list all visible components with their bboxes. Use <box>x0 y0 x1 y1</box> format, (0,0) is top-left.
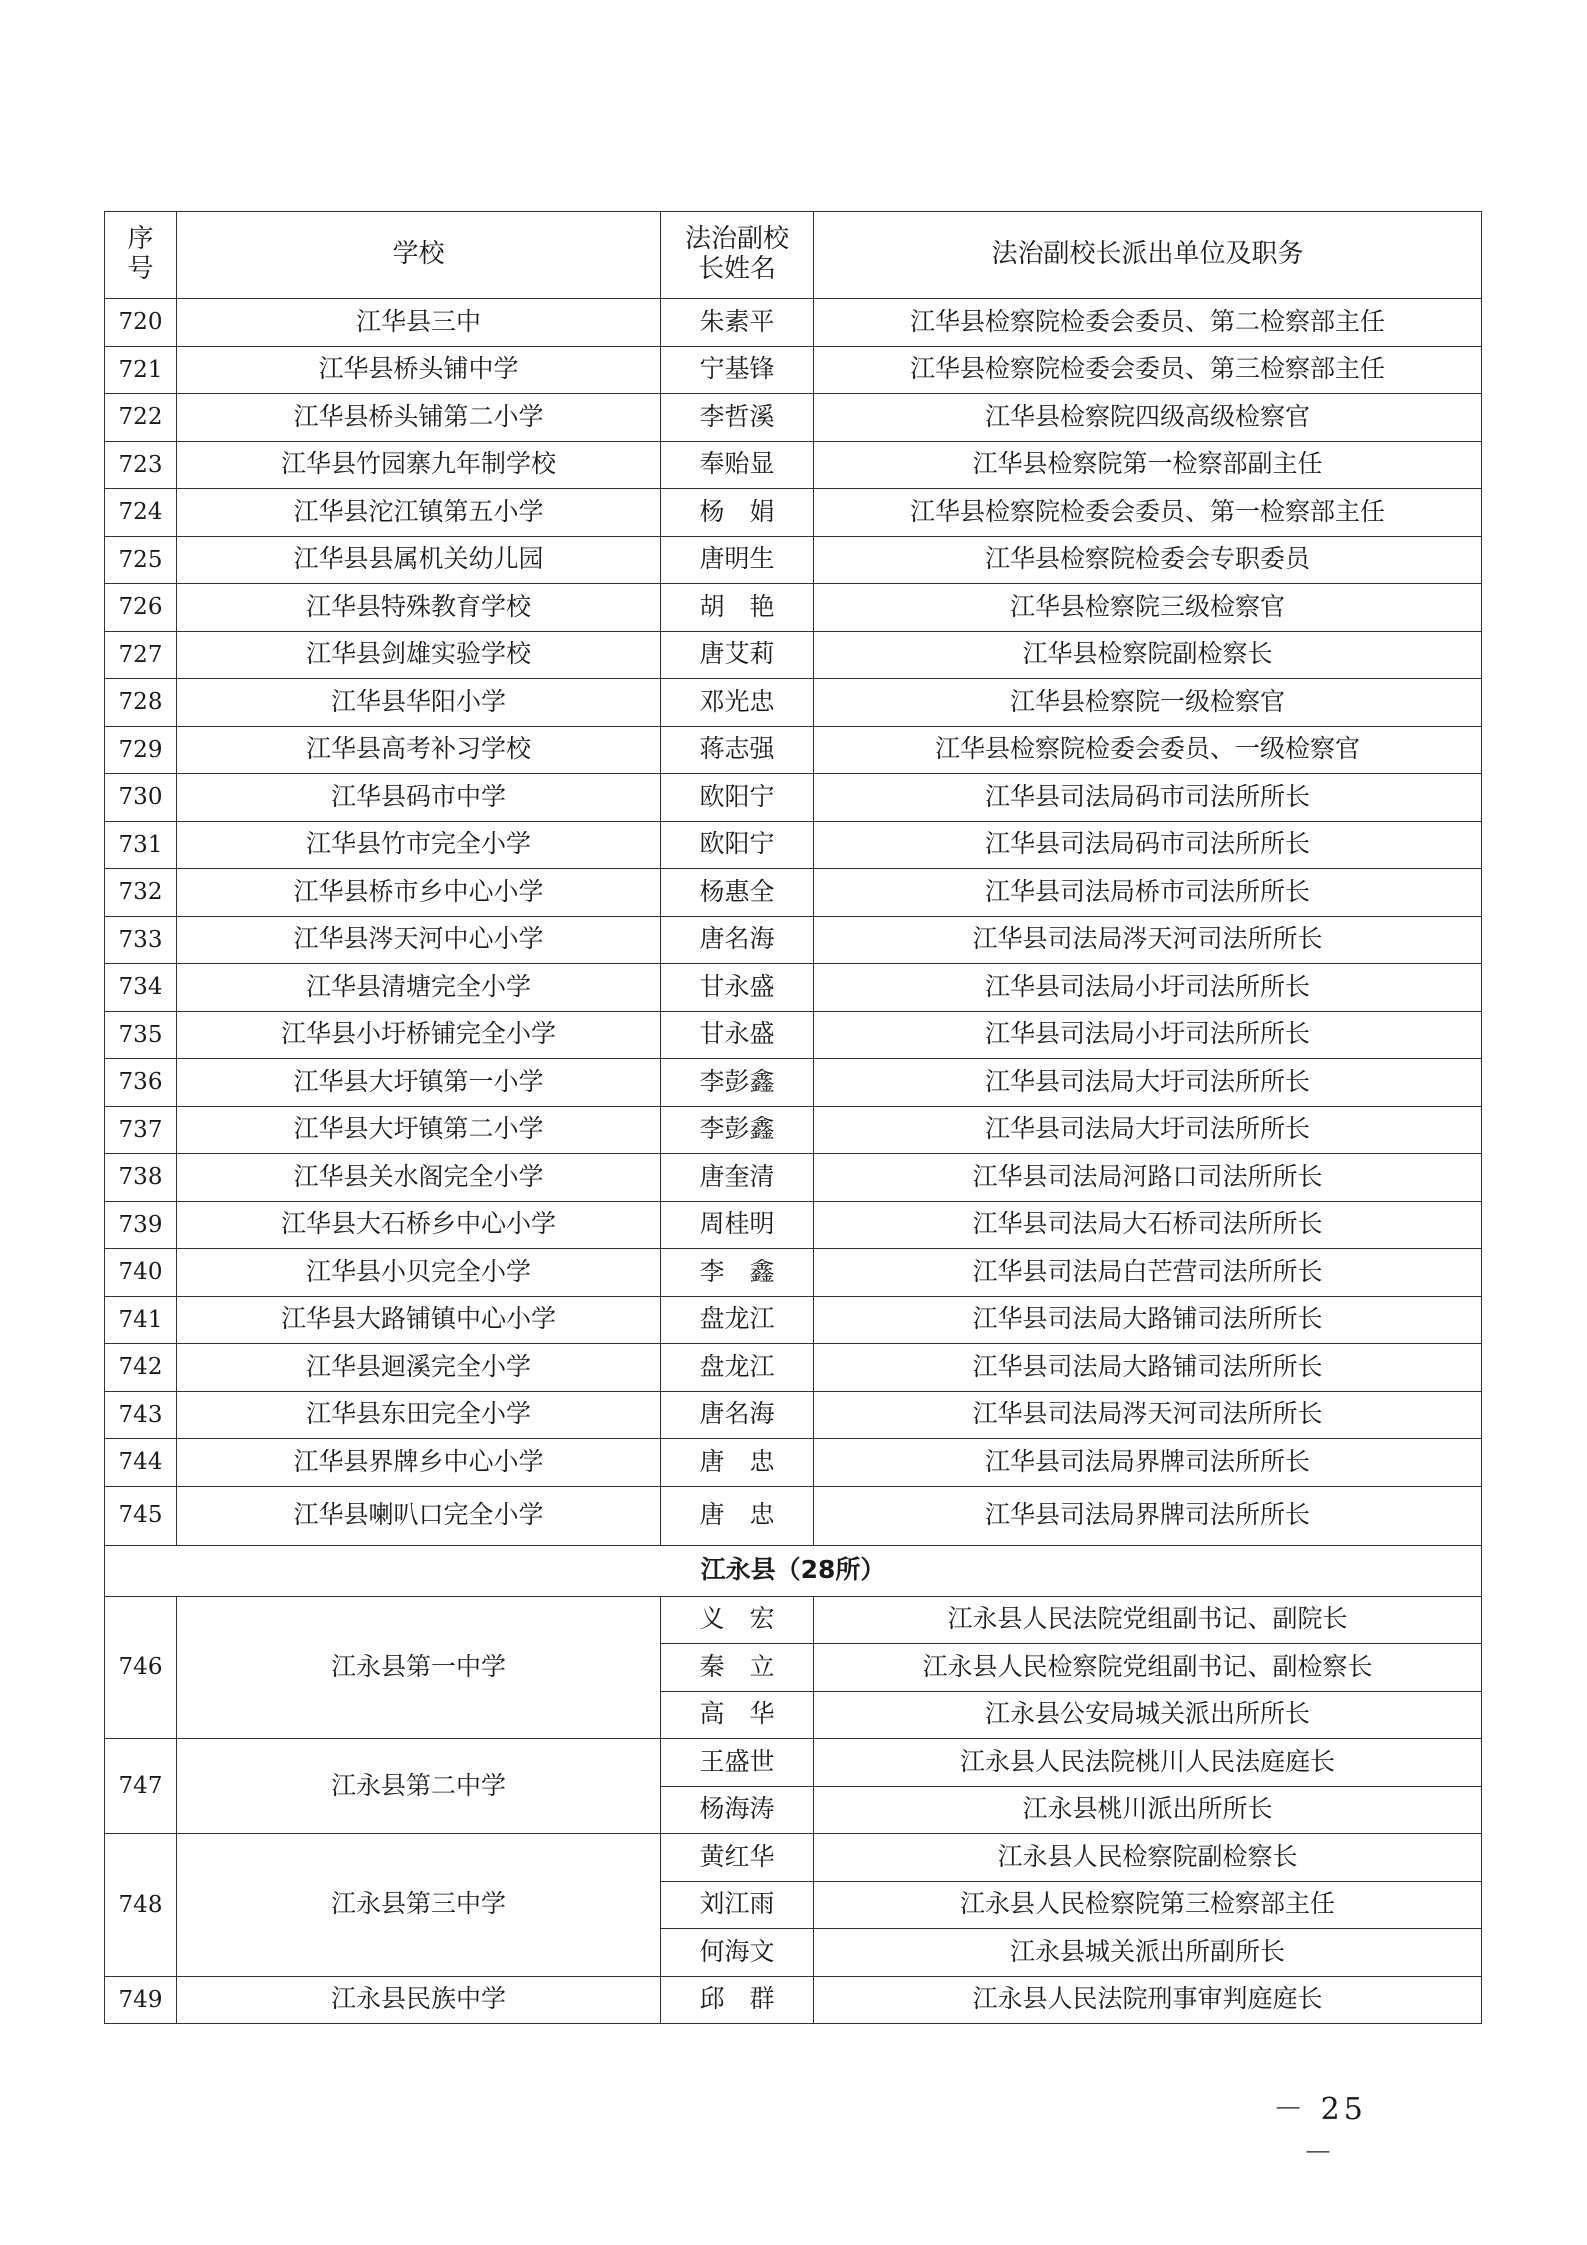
name-cell: 朱素平 <box>661 299 814 347</box>
unit-position-cell: 江华县司法局白芒营司法所所长 <box>814 1249 1482 1297</box>
unit-position-cell: 江华县司法局大路铺司法所所长 <box>814 1296 1482 1344</box>
school-cell: 江华县界牌乡中心小学 <box>177 1439 661 1487</box>
seq-cell: 742 <box>105 1344 177 1392</box>
name-cell: 唐 忠 <box>661 1486 814 1545</box>
seq-cell: 747 <box>105 1739 177 1834</box>
table-row <box>105 726 1482 774</box>
unit-position-cell: 江华县司法局码市司法所所长 <box>814 774 1482 822</box>
table-row <box>105 1249 1482 1297</box>
unit-position-cell: 江永县人民法院刑事审判庭庭长 <box>814 1976 1482 2024</box>
school-cell: 江华县大圩镇第一小学 <box>177 1059 661 1107</box>
school-cell: 江华县大圩镇第二小学 <box>177 1106 661 1154</box>
section-title: 江永县（28所） <box>105 1545 1482 1596</box>
unit-position-cell: 江永县人民法院桃川人民法庭庭长 <box>814 1739 1482 1787</box>
seq-cell: 734 <box>105 964 177 1012</box>
header-seq: 序 号 <box>105 212 177 299</box>
name-cell: 甘永盛 <box>661 1011 814 1059</box>
school-cell: 江华县三中 <box>177 299 661 347</box>
unit-position-cell: 江华县司法局桥市司法所所长 <box>814 869 1482 917</box>
table-row <box>105 1201 1482 1249</box>
table-row <box>105 394 1482 442</box>
table-row <box>105 916 1482 964</box>
page-number: － 25 － <box>1273 2092 1367 2171</box>
seq-cell: 725 <box>105 536 177 584</box>
school-cell: 江华县竹园寨九年制学校 <box>177 441 661 489</box>
seq-cell: 743 <box>105 1391 177 1439</box>
unit-position-cell: 江华县检察院检委会委员、一级检察官 <box>814 726 1482 774</box>
school-cell: 江华县桥市乡中心小学 <box>177 869 661 917</box>
unit-position-cell: 江华县司法局小圩司法所所长 <box>814 964 1482 1012</box>
unit-position-cell: 江华县检察院三级检察官 <box>814 584 1482 632</box>
table-row <box>105 631 1482 679</box>
seq-cell: 740 <box>105 1249 177 1297</box>
table-row <box>105 1486 1482 1545</box>
name-cell: 杨惠全 <box>661 869 814 917</box>
seq-cell: 749 <box>105 1976 177 2024</box>
name-cell: 义 宏 <box>661 1596 814 1644</box>
table-row <box>105 821 1482 869</box>
name-cell: 李彭鑫 <box>661 1106 814 1154</box>
table-row <box>105 869 1482 917</box>
name-cell: 秦 立 <box>661 1644 814 1692</box>
seq-cell: 739 <box>105 1201 177 1249</box>
unit-position-cell: 江华县检察院副检察长 <box>814 631 1482 679</box>
appointment-table <box>104 211 1482 2024</box>
table-row <box>105 1059 1482 1107</box>
name-cell: 邱 群 <box>661 1976 814 2024</box>
name-cell: 唐 忠 <box>661 1439 814 1487</box>
unit-position-cell: 江永县人民检察院党组副书记、副检察长 <box>814 1644 1482 1692</box>
seq-cell: 720 <box>105 299 177 347</box>
unit-position-cell: 江华县检察院检委会专职委员 <box>814 536 1482 584</box>
table-row <box>105 1739 1482 1787</box>
seq-cell: 741 <box>105 1296 177 1344</box>
school-cell: 江华县清塘完全小学 <box>177 964 661 1012</box>
name-cell: 盘龙江 <box>661 1296 814 1344</box>
name-cell: 唐明生 <box>661 536 814 584</box>
table-row <box>105 1296 1482 1344</box>
table-row <box>105 441 1482 489</box>
table-row <box>105 1439 1482 1487</box>
name-cell: 胡 艳 <box>661 584 814 632</box>
table-row <box>105 299 1482 347</box>
unit-position-cell: 江华县司法局涔天河司法所所长 <box>814 1391 1482 1439</box>
table-row <box>105 679 1482 727</box>
unit-position-cell: 江华县司法局涔天河司法所所长 <box>814 916 1482 964</box>
seq-cell: 731 <box>105 821 177 869</box>
table-header-row <box>105 212 1482 299</box>
name-cell: 唐艾莉 <box>661 631 814 679</box>
unit-position-cell: 江华县司法局大圩司法所所长 <box>814 1059 1482 1107</box>
name-cell: 刘江雨 <box>661 1881 814 1929</box>
name-cell: 周桂明 <box>661 1201 814 1249</box>
unit-position-cell: 江永县城关派出所副所长 <box>814 1929 1482 1977</box>
unit-position-cell: 江华县检察院一级检察官 <box>814 679 1482 727</box>
seq-cell: 724 <box>105 489 177 537</box>
school-cell: 江华县大路铺镇中心小学 <box>177 1296 661 1344</box>
table-row <box>105 1154 1482 1202</box>
table-row <box>105 489 1482 537</box>
name-cell: 杨海涛 <box>661 1786 814 1834</box>
table-row <box>105 1106 1482 1154</box>
name-cell: 杨 娟 <box>661 489 814 537</box>
school-cell: 江华县涔天河中心小学 <box>177 916 661 964</box>
section-row <box>105 1545 1482 1596</box>
name-cell: 甘永盛 <box>661 964 814 1012</box>
name-cell: 唐名海 <box>661 1391 814 1439</box>
seq-cell: 728 <box>105 679 177 727</box>
unit-position-cell: 江华县司法局大路铺司法所所长 <box>814 1344 1482 1392</box>
school-cell: 江华县大石桥乡中心小学 <box>177 1201 661 1249</box>
name-cell: 黄红华 <box>661 1834 814 1882</box>
seq-cell: 727 <box>105 631 177 679</box>
unit-position-cell: 江永县人民法院党组副书记、副院长 <box>814 1596 1482 1644</box>
unit-position-cell: 江华县司法局界牌司法所所长 <box>814 1486 1482 1545</box>
name-cell: 李彭鑫 <box>661 1059 814 1107</box>
school-cell: 江永县第三中学 <box>177 1834 661 1977</box>
unit-position-cell: 江华县司法局小圩司法所所长 <box>814 1011 1482 1059</box>
table-row <box>105 1011 1482 1059</box>
seq-cell: 726 <box>105 584 177 632</box>
table-row <box>105 774 1482 822</box>
school-cell: 江华县剑雄实验学校 <box>177 631 661 679</box>
school-cell: 江永县民族中学 <box>177 1976 661 2024</box>
seq-cell: 748 <box>105 1834 177 1977</box>
school-cell: 江华县小贝完全小学 <box>177 1249 661 1297</box>
seq-cell: 737 <box>105 1106 177 1154</box>
school-cell: 江华县桥头铺中学 <box>177 346 661 394</box>
seq-cell: 730 <box>105 774 177 822</box>
unit-position-cell: 江华县检察院检委会委员、第一检察部主任 <box>814 489 1482 537</box>
unit-position-cell: 江华县司法局界牌司法所所长 <box>814 1439 1482 1487</box>
unit-position-cell: 江华县司法局大圩司法所所长 <box>814 1106 1482 1154</box>
unit-position-cell: 江永县人民检察院副检察长 <box>814 1834 1482 1882</box>
unit-position-cell: 江华县司法局河路口司法所所长 <box>814 1154 1482 1202</box>
unit-position-cell: 江华县检察院第一检察部副主任 <box>814 441 1482 489</box>
school-cell: 江华县喇叭口完全小学 <box>177 1486 661 1545</box>
unit-position-cell: 江永县人民检察院第三检察部主任 <box>814 1881 1482 1929</box>
school-cell: 江华县竹市完全小学 <box>177 821 661 869</box>
name-cell: 高 华 <box>661 1691 814 1739</box>
seq-cell: 738 <box>105 1154 177 1202</box>
school-cell: 江华县小圩桥铺完全小学 <box>177 1011 661 1059</box>
school-cell: 江华县码市中学 <box>177 774 661 822</box>
unit-position-cell: 江华县司法局码市司法所所长 <box>814 821 1482 869</box>
seq-cell: 722 <box>105 394 177 442</box>
table-row <box>105 964 1482 1012</box>
seq-cell: 721 <box>105 346 177 394</box>
name-cell: 奉贻显 <box>661 441 814 489</box>
name-cell: 欧阳宁 <box>661 774 814 822</box>
name-cell: 蒋志强 <box>661 726 814 774</box>
name-cell: 李哲溪 <box>661 394 814 442</box>
unit-position-cell: 江永县桃川派出所所长 <box>814 1786 1482 1834</box>
unit-position-cell: 江华县司法局大石桥司法所所长 <box>814 1201 1482 1249</box>
unit-position-cell: 江华县检察院检委会委员、第二检察部主任 <box>814 299 1482 347</box>
header-school: 学校 <box>177 212 661 299</box>
name-cell: 盘龙江 <box>661 1344 814 1392</box>
table-row <box>105 1834 1482 1882</box>
name-cell: 李 鑫 <box>661 1249 814 1297</box>
table-row <box>105 584 1482 632</box>
school-cell: 江永县第一中学 <box>177 1596 661 1739</box>
header-name: 法治副校 长姓名 <box>661 212 814 299</box>
school-cell: 江华县迴溪完全小学 <box>177 1344 661 1392</box>
name-cell: 何海文 <box>661 1929 814 1977</box>
unit-position-cell: 江永县公安局城关派出所所长 <box>814 1691 1482 1739</box>
seq-cell: 736 <box>105 1059 177 1107</box>
name-cell: 唐名海 <box>661 916 814 964</box>
school-cell: 江永县第二中学 <box>177 1739 661 1834</box>
seq-cell: 746 <box>105 1596 177 1739</box>
school-cell: 江华县华阳小学 <box>177 679 661 727</box>
name-cell: 王盛世 <box>661 1739 814 1787</box>
seq-cell: 729 <box>105 726 177 774</box>
name-cell: 唐奎清 <box>661 1154 814 1202</box>
table-row <box>105 1596 1482 1644</box>
school-cell: 江华县关水阁完全小学 <box>177 1154 661 1202</box>
table-row <box>105 1344 1482 1392</box>
school-cell: 江华县东田完全小学 <box>177 1391 661 1439</box>
seq-cell: 735 <box>105 1011 177 1059</box>
table-row <box>105 536 1482 584</box>
seq-cell: 733 <box>105 916 177 964</box>
name-cell: 欧阳宁 <box>661 821 814 869</box>
school-cell: 江华县高考补习学校 <box>177 726 661 774</box>
unit-position-cell: 江华县检察院检委会委员、第三检察部主任 <box>814 346 1482 394</box>
school-cell: 江华县桥头铺第二小学 <box>177 394 661 442</box>
table-row <box>105 346 1482 394</box>
school-cell: 江华县沱江镇第五小学 <box>177 489 661 537</box>
table-row <box>105 1976 1482 2024</box>
name-cell: 邓光忠 <box>661 679 814 727</box>
header-unit-position: 法治副校长派出单位及职务 <box>814 212 1482 299</box>
name-cell: 宁基锋 <box>661 346 814 394</box>
seq-cell: 745 <box>105 1486 177 1545</box>
table-row <box>105 1391 1482 1439</box>
table-body <box>105 299 1482 2024</box>
seq-cell: 732 <box>105 869 177 917</box>
school-cell: 江华县县属机关幼儿园 <box>177 536 661 584</box>
unit-position-cell: 江华县检察院四级高级检察官 <box>814 394 1482 442</box>
seq-cell: 744 <box>105 1439 177 1487</box>
school-cell: 江华县特殊教育学校 <box>177 584 661 632</box>
seq-cell: 723 <box>105 441 177 489</box>
